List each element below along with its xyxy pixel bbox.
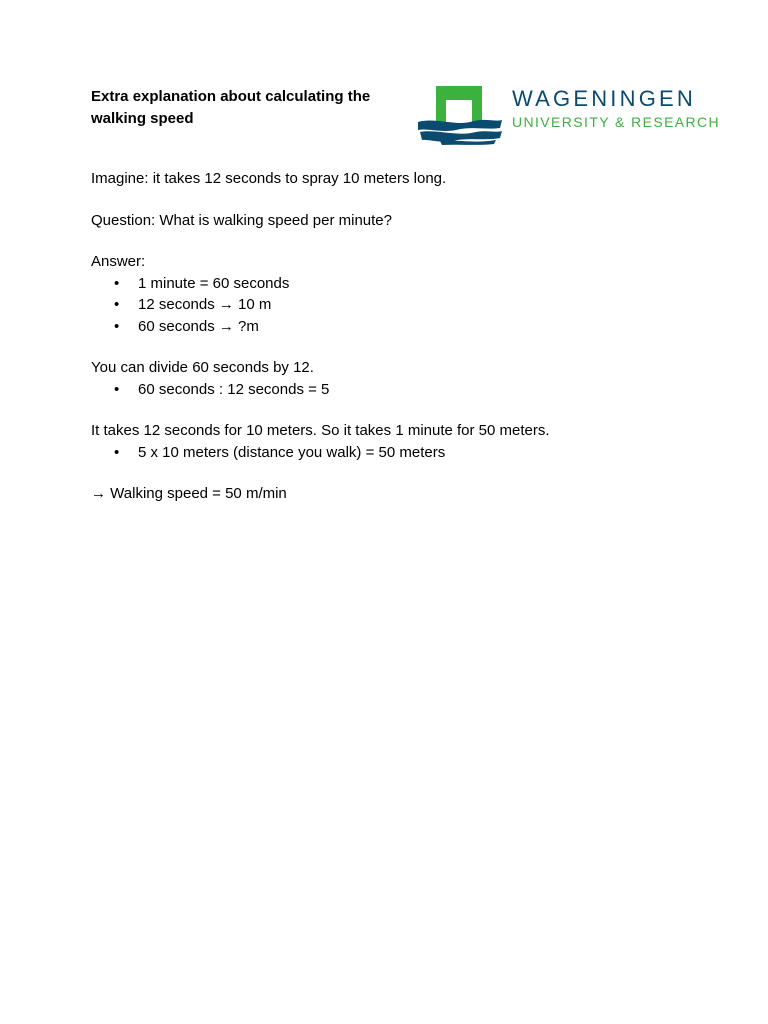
conclusion-paragraph: → Walking speed = 50 m/min bbox=[91, 485, 287, 502]
wur-logo bbox=[416, 84, 732, 146]
wur-logo-subtitle: UNIVERSITY & RESEARCH bbox=[512, 114, 721, 130]
list-item: • 60 seconds → ?m bbox=[114, 317, 259, 335]
imagine-paragraph: Imagine: it takes 12 seconds to spray 10 meters long. bbox=[91, 170, 447, 187]
list-item: • 60 seconds : 12 seconds = 5 bbox=[114, 380, 330, 398]
takes-list bbox=[91, 442, 731, 464]
title-line-2: walking speed bbox=[91, 110, 194, 127]
list-item: • 12 seconds → 10 m bbox=[114, 296, 272, 313]
divide-list bbox=[91, 379, 731, 401]
question-paragraph: Question: What is walking speed per minute? bbox=[91, 211, 392, 229]
document-body bbox=[91, 168, 731, 505]
wur-logo-name: WAGENINGEN bbox=[512, 86, 696, 111]
document-title bbox=[91, 86, 411, 130]
answer-list bbox=[91, 273, 731, 338]
wur-logo-mark-icon bbox=[416, 84, 506, 146]
divide-paragraph: You can divide 60 seconds by 12. bbox=[91, 359, 314, 376]
list-item: • 1 minute = 60 seconds bbox=[114, 274, 290, 292]
takes-paragraph: It takes 12 seconds for 10 meters. So it takes 1 minute for 50 meters. bbox=[91, 422, 550, 439]
list-item: • 5 x 10 meters (distance you walk) = 50 meters bbox=[114, 443, 446, 461]
answer-label: Answer: bbox=[91, 253, 146, 270]
title-line-1: Extra explanation about calculating the bbox=[91, 88, 371, 105]
